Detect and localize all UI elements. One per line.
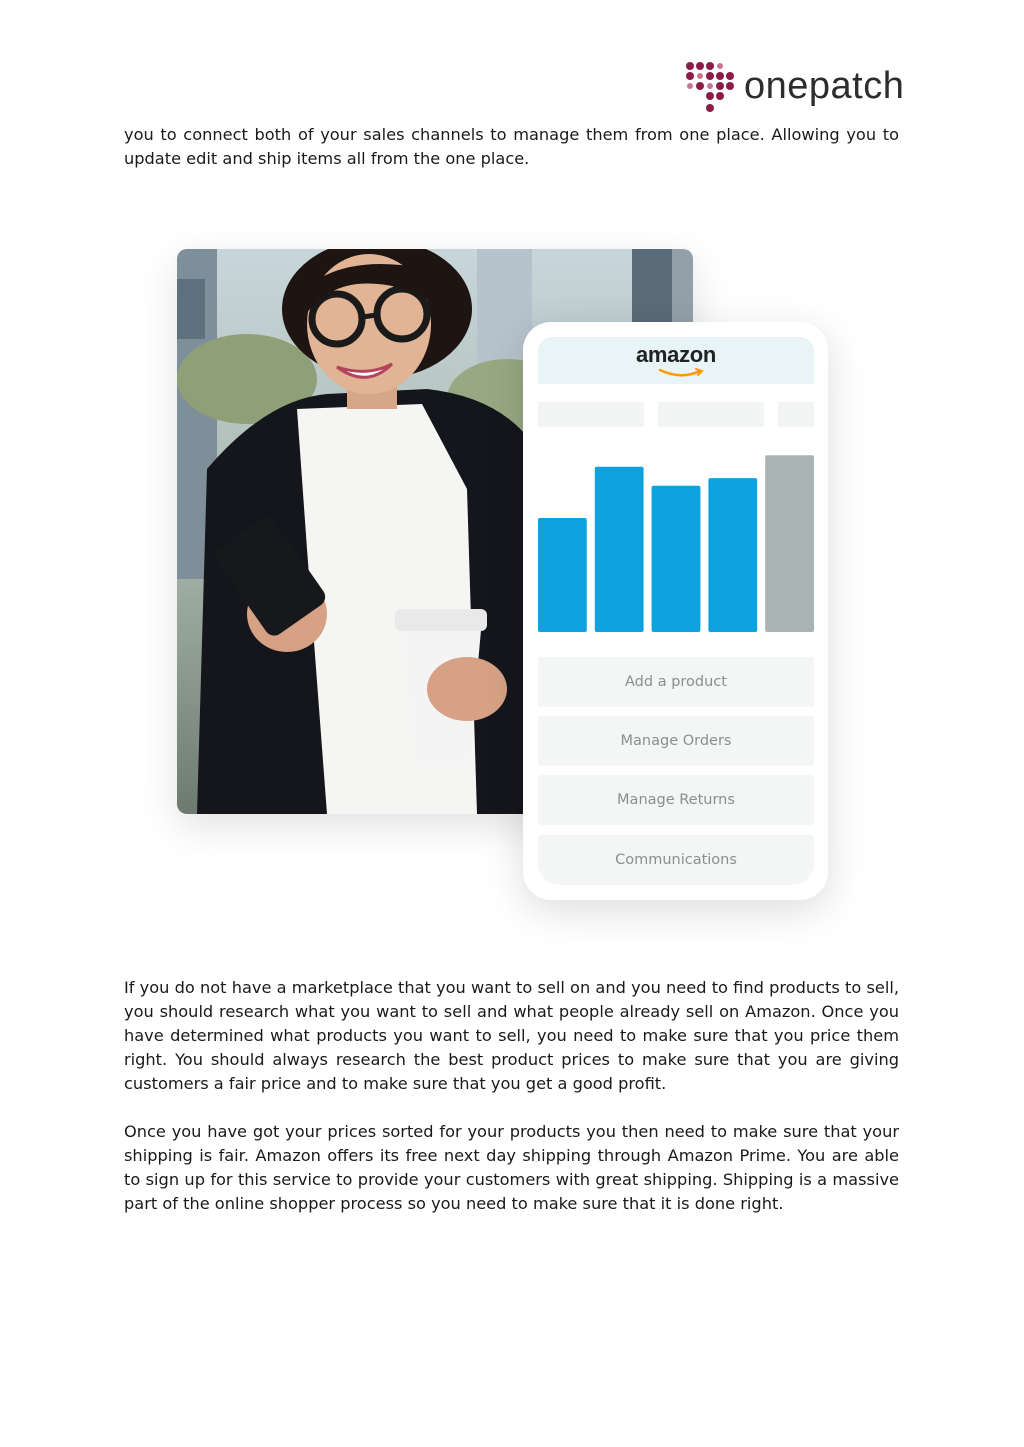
logo-wordmark: onepatch (744, 65, 905, 107)
placeholder-bar (658, 402, 764, 427)
manage-returns-button[interactable]: Manage Returns (538, 775, 814, 825)
add-product-button[interactable]: Add a product (538, 657, 814, 707)
placeholder-bar (778, 402, 814, 427)
communications-button[interactable]: Communications (538, 835, 814, 885)
chart-bar-3 (652, 486, 701, 632)
app-header (538, 337, 814, 384)
intro-paragraph: you to connect both of your sales channels to manage them from one place. Allowing you to update edit and ship items all from the one place. (124, 125, 899, 168)
bar-chart (538, 442, 814, 632)
amazon-phone-mockup (523, 322, 828, 900)
manage-orders-button[interactable]: Manage Orders (538, 716, 814, 766)
chart-bar-4 (708, 478, 757, 632)
amazon-brand: amazon (635, 342, 717, 367)
chart-bar-5 (765, 455, 814, 632)
chart-bar-1 (538, 518, 587, 632)
chart-bar-2 (595, 467, 644, 632)
placeholder-bar (538, 402, 644, 427)
onepatch-logo (684, 58, 904, 116)
amazon-smile-icon (658, 368, 704, 378)
shipping-paragraph: Once you have got your prices sorted for your products you then need to make sure that your shipping is fair. Amazon offers its free next day shipping through Amazon Prime. You are able to sign up for this service to provide your customers with great shipping. Shipping is a massive part of the online shopper process so you need to make sure that it is done right. (124, 1122, 899, 1213)
research-paragraph: If you do not have a marketplace that you want to sell on and you need to find products to sell, you should research what you want to sell and what people already sell on Amazon. Once you have determined what products you want to sell, you need to make sure that you price them right. You should always research the best product prices to make sure that you are giving customers a fair price and to make sure that you get a good profit. (124, 978, 899, 1093)
logo-dots-icon (684, 60, 740, 116)
